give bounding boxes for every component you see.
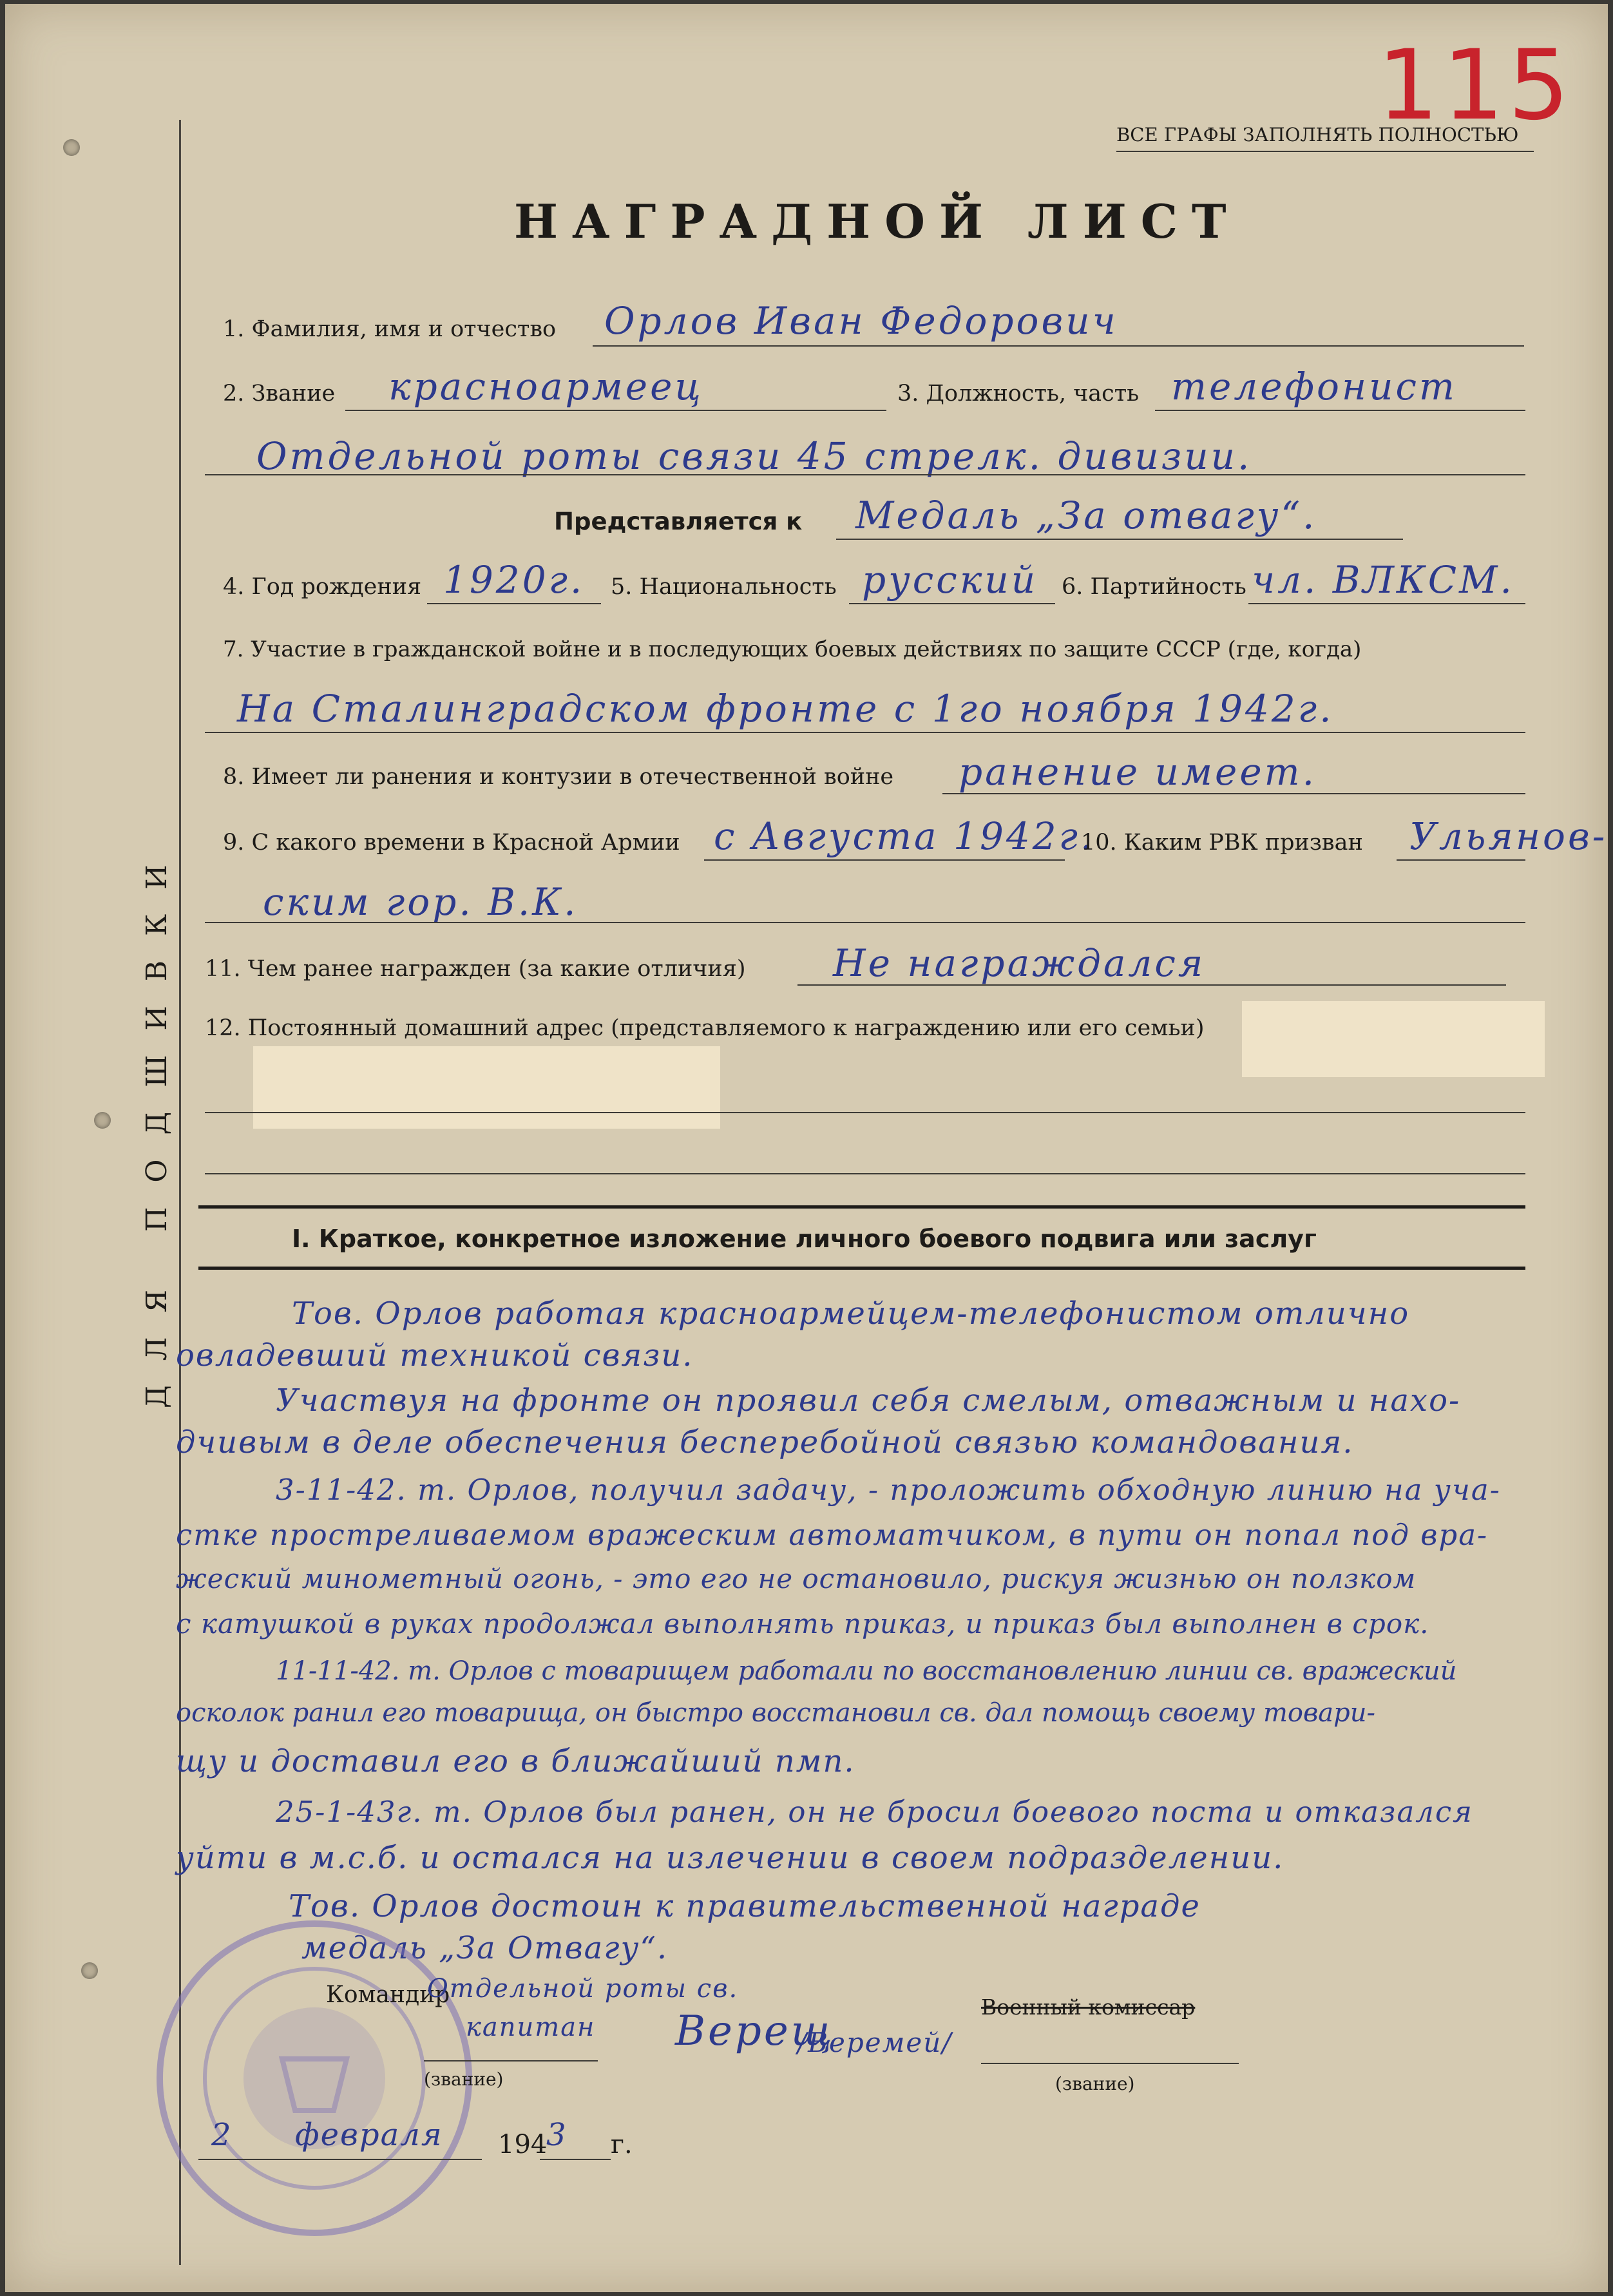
field-9-line (704, 859, 1065, 861)
field-1-line (593, 345, 1524, 347)
commissar-rank-caption: (звание) (1055, 2073, 1135, 2094)
field-3-label: 3. Должность, часть (897, 381, 1140, 407)
award-sheet (5, 4, 1608, 2292)
date-year-digit: 3 (546, 2117, 568, 2153)
narrative-line: Тов. Орлов работая красноармейцем-телефонистом отлично (292, 1296, 1410, 1332)
narrative-line: 3-11-42. т. Орлов, получил задачу, - проложить обходную линию на уча- (276, 1473, 1501, 1507)
field-3-value: телефонист (1171, 365, 1457, 408)
section-title: I. Краткое, конкретное изложение личного боевого подвига или заслуг (292, 1225, 1317, 1253)
narrative-line: Тов. Орлов достоин к правительственной награде (289, 1888, 1201, 1924)
header-underline (1116, 151, 1534, 152)
field-5-line (849, 603, 1055, 604)
field-12-line-1 (205, 1112, 1525, 1113)
narrative-line: осколок ранил его товарища, он быстро восстановил св. дал помощь своему товари- (176, 1698, 1375, 1728)
field-6-label: 6. Партийность (1062, 574, 1246, 600)
field-4-line (427, 603, 601, 604)
field-2-label: 2. Звание (223, 381, 336, 407)
commander-name: /Веремей/ (797, 2027, 953, 2058)
field-3-line-2 (205, 474, 1525, 475)
field-8-value: ранение имеет. (959, 750, 1317, 794)
field-5-label: 5. Национальность (611, 574, 837, 600)
field-5-value: русский (862, 558, 1038, 602)
punch-hole (94, 1112, 111, 1129)
field-11-value: Не награждался (833, 941, 1206, 985)
presented-line (836, 539, 1403, 540)
date-year-prefix: 194 (498, 2130, 548, 2159)
field-10-line-2 (205, 922, 1525, 923)
narrative-line: Участвуя на фронте он проявил себя смелым, отважным и нахо- (276, 1382, 1461, 1419)
commander-signature: Верещ (675, 2007, 835, 2055)
redacted-address (1242, 1001, 1545, 1077)
field-9-value: с Августа 1942г. (714, 814, 1095, 858)
header-note: ВСЕ ГРАФЫ ЗАПОЛНЯТЬ ПОЛНОСТЬЮ (1116, 124, 1519, 146)
field-1-value: Орлов Иван Федорович (604, 299, 1118, 343)
section-rule (198, 1267, 1525, 1270)
commander-label: Командир (326, 1982, 450, 2008)
presented-label: Представляется к (554, 508, 803, 535)
narrative-line: 11-11-42. т. Орлов с товарищем работали по восстановлению линии св. вражеский (276, 1656, 1457, 1686)
date-month: февраля (295, 2117, 443, 2153)
punch-hole (81, 1962, 98, 1979)
section-rule (198, 1205, 1525, 1209)
field-2-line (345, 410, 886, 411)
field-6-value: чл. ВЛКСМ. (1252, 558, 1514, 602)
redacted-address (253, 1046, 720, 1129)
commander-rank: капитан (466, 2013, 596, 2042)
date-month-line (198, 2159, 482, 2160)
field-4-value: 1920г. (443, 558, 585, 602)
narrative-line: стке простреливаемом вражеским автоматчиком, в пути он попал под вра- (176, 1518, 1489, 1552)
commander-rank-line (424, 2060, 598, 2062)
narrative-line: овладевший техникой связи. (176, 1337, 694, 1373)
field-10-line (1397, 859, 1525, 861)
field-8-label: 8. Имеет ли ранения и контузии в отечественной войне (223, 764, 894, 790)
field-4-label: 4. Год рождения (223, 574, 422, 600)
field-9-label: 9. С какого времени в Красной Армии (223, 830, 680, 856)
field-8-line (942, 793, 1525, 794)
narrative-line: 25-1-43г. т. Орлов был ранен, он не бросил боевого поста и отказался (276, 1795, 1473, 1829)
field-11-label: 11. Чем ранее награжден (за какие отличия) (205, 956, 746, 982)
page-title: НАГРАДНОЙ ЛИСТ (514, 194, 1241, 249)
narrative-line: жеский минометный огонь, - это его не остановило, рискуя жизнью он ползком (176, 1563, 1417, 1594)
presented-value: Медаль „За отвагу“. (855, 493, 1317, 537)
commander-unit: Отдельной роты св. (427, 1974, 739, 2004)
field-1-label: 1. Фамилия, имя и отчество (223, 316, 557, 342)
narrative-line: уйти в м.с.б. и остался на излечении в своем подразделении. (176, 1840, 1284, 1876)
date-year-line (540, 2159, 611, 2160)
narrative-line: дчивым в деле обеспечения бесперебойной связью командования. (176, 1424, 1354, 1460)
narrative-line: с катушкой в руках продолжал выполнять приказ, и приказ был выполнен в срок. (176, 1608, 1429, 1640)
field-3-value-continued: Отдельной роты связи 45 стрелк. дивизии. (256, 434, 1252, 478)
date-suffix: г. (611, 2130, 633, 2159)
field-10-value: Ульянов- (1409, 814, 1608, 858)
narrative-line: щу и доставил его в ближайший пмп. (176, 1743, 855, 1779)
commissar-label: Военный комиссар (981, 1995, 1196, 2020)
field-10-value-continued: ским гор. В.К. (263, 880, 578, 924)
commissar-rank-line (981, 2063, 1239, 2064)
corner-mark: 115 (1377, 30, 1574, 142)
field-12-label: 12. Постоянный домашний адрес (представляемого к награждению или его семьи) (205, 1015, 1205, 1041)
side-label: ДЛЯ ПОДШИВКИ (140, 840, 173, 1408)
field-6-line (1248, 603, 1525, 604)
field-10-label: 10. Каким РВК призван (1081, 830, 1363, 856)
punch-hole (63, 139, 80, 156)
narrative-line: медаль „За Отвагу“. (301, 1930, 669, 1966)
field-7-label: 7. Участие в гражданской войне и в последующих боевых действиях по защите СССР (где, когда) (223, 636, 1362, 662)
field-3-line (1155, 410, 1525, 411)
field-7-value: На Сталинградском фронте с 1го ноября 1942г. (237, 687, 1334, 731)
date-day: 2 (211, 2117, 233, 2153)
field-7-line (205, 732, 1525, 733)
field-12-line-2 (205, 1173, 1525, 1174)
field-2-value: красноармеец (388, 365, 703, 408)
commander-rank-caption: (звание) (424, 2069, 504, 2090)
field-11-line (797, 984, 1506, 986)
